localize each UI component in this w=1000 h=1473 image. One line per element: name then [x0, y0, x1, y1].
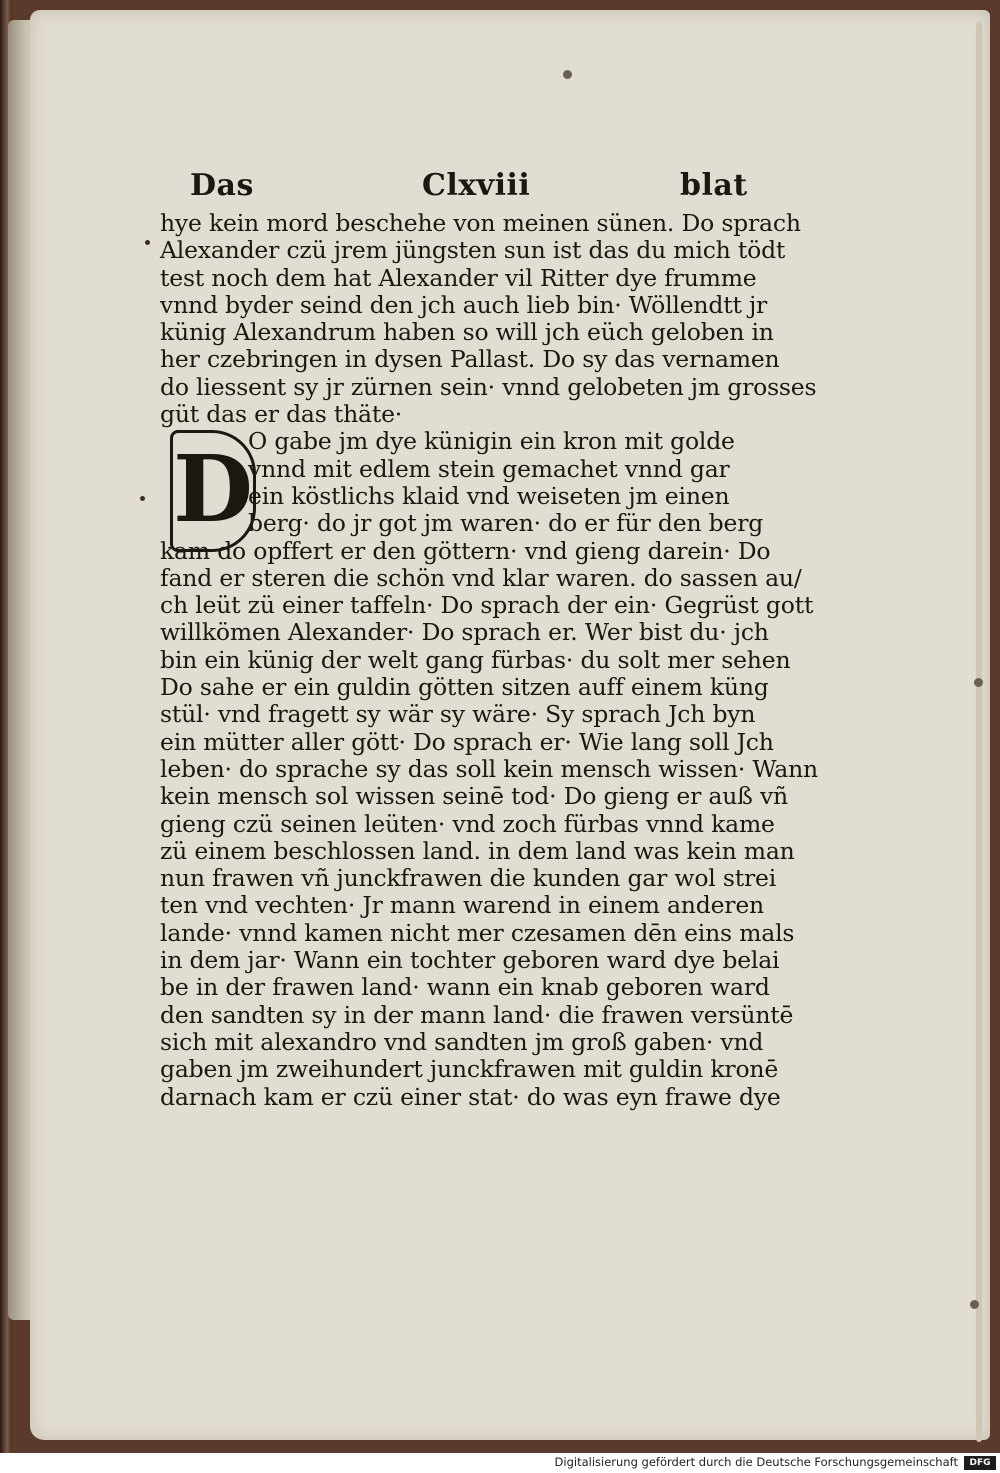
text-line: vnnd byder seind den jch auch lieb bin· Wöllendtt jr — [160, 290, 768, 319]
text-line: stül· vnd fragett sy wär sy wäre· Sy sprach Jch byn — [160, 700, 756, 729]
text-line: hye kein mord beschehe von meinen sünen. Do sprach — [160, 209, 801, 237]
footer-bar — [0, 1453, 1000, 1473]
text-line: berg· do jr got jm waren· do er für den berg — [248, 509, 764, 538]
text-line: den sandten sy in der mann land· die frawen versüntē — [160, 1000, 794, 1029]
text-line: Do sahe er ein guldin götten sitzen auff einem küng — [160, 673, 769, 702]
margin-mark — [145, 240, 150, 245]
text-line: darnach kam er czü einer stat· do was eyn frawe dye — [160, 1082, 781, 1111]
decorated-initial: D — [170, 430, 256, 552]
text-line: gieng czü seinen leüten· vnd zoch fürbas vnnd kame — [160, 809, 775, 838]
text-line: ein mütter aller gött· Do sprach er· Wie lang soll Jch — [160, 727, 774, 756]
text-line: leben· do sprache sy das soll kein mensch wissen· Wann — [160, 754, 818, 783]
text-line: test noch dem hat Alexander vil Ritter dye frumme — [160, 263, 757, 292]
text-line: kein mensch sol wissen seinē tod· Do gieng er auß vñ — [160, 782, 788, 811]
header-left: Das — [190, 168, 254, 203]
text-line: vnnd mit edlem stein gemachet vnnd gar — [248, 454, 730, 483]
text-line: kam do opffert er den göttern· vnd gieng darein· Do — [160, 536, 771, 565]
text-line: lande· vnnd kamen nicht mer czesamen dēn eins mals — [160, 918, 795, 947]
text-line: ein köstlichs klaid vnd weiseten jm einen — [248, 481, 730, 510]
text-line: fand er steren die schön vnd klar waren. do sassen au/ — [160, 563, 802, 592]
page-edge-shadow — [976, 22, 982, 1442]
binding-hole-top — [563, 70, 572, 79]
text-line: be in der frawen land· wann ein knab geboren ward — [160, 973, 770, 1002]
text-line: do liessent sy jr zürnen sein· vnnd gelobeten jm grosses — [160, 372, 817, 401]
text-line: bin ein künig der welt gang fürbas· du solt mer sehen — [160, 645, 791, 674]
dfg-logo: DFG — [964, 1456, 996, 1470]
text-line: künig Alexandrum haben so will jch eüch geloben in — [160, 318, 774, 347]
folio-number: Clxviii — [422, 168, 531, 203]
text-line: ch leüt zü einer taffeln· Do sprach der ein· Gegrüst gott — [160, 591, 814, 620]
text-line: willkömen Alexander· Do sprach er. Wer bist du· jch — [160, 618, 769, 647]
text-block — [160, 168, 818, 1111]
binding-hole-middle — [974, 678, 983, 687]
text-line: zü einem beschlossen land. in dem land was kein man — [160, 836, 795, 865]
text-line: O gabe jm dye künigin ein kron mit golde — [248, 427, 735, 456]
text-line: Alexander czü jrem jüngsten sun ist das du mich tödt — [160, 236, 786, 265]
header-right: blat — [680, 168, 748, 203]
text-line: nun frawen vñ junckfrawen die kunden gar wol strei — [160, 864, 777, 893]
text-line: in dem jar· Wann ein tochter geboren ward dye belai — [160, 946, 780, 975]
text-line: güt das er das thäte· — [160, 400, 403, 429]
text-line: her czebringen in dysen Pallast. Do sy das vernamen — [160, 345, 780, 374]
binding-hole-bottom — [970, 1300, 979, 1309]
funding-credit: Digitalisierung gefördert durch die Deutsche Forschungsgemeinschaft — [554, 1455, 958, 1469]
text-line: gaben jm zweihundert junckfrawen mit guldin kronē — [160, 1055, 779, 1084]
page-header — [160, 168, 760, 210]
text-line: sich mit alexandro vnd sandten jm groß gaben· vnd — [160, 1027, 764, 1056]
text-line: ten vnd vechten· Jr mann warend in einem anderen — [160, 891, 764, 920]
margin-mark — [140, 496, 145, 501]
